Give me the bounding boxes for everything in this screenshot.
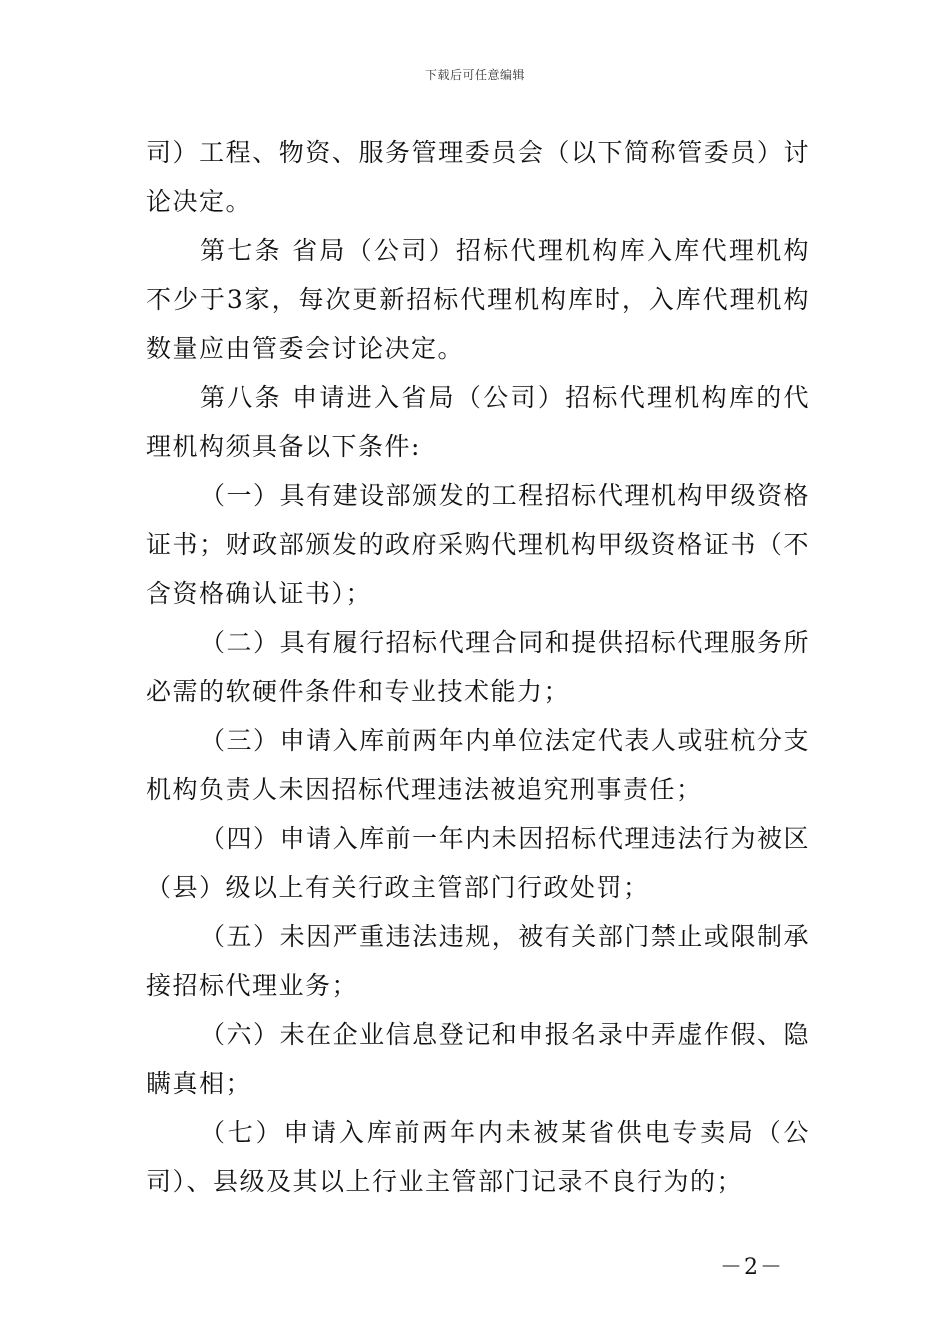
paragraph-article-7: 第七条 省局（公司）招标代理机构库入库代理机构不少于3家，每次更新招标代理机构库时，入库代理机构数量应由管委会讨论决定。 [146,236,810,363]
paragraph-item-5: （五）未因严重违法违规，被有关部门禁止或限制承接招标代理业务； [146,922,810,1000]
paragraph-item-2: （二）具有履行招标代理合同和提供招标代理服务所必需的软硬件条件和专业技术能力； [146,628,810,706]
page-number: －2－ [720,1255,784,1280]
paragraph-item-4: （四）申请入库前一年内未因招标代理违法行为被区（县）级以上有关行政主管部门行政处罚； [146,824,810,902]
document-body [146,128,810,1206]
paragraph-continuation: 司）工程、物资、服务管理委员会（以下简称管委员）讨论决定。 [146,138,810,216]
header-note: 下载后可任意编辑 [424,68,525,82]
paragraph-item-6: （六）未在企业信息登记和申报名录中弄虚作假、隐瞒真相； [146,1020,810,1098]
paragraph-item-1: （一）具有建设部颁发的工程招标代理机构甲级资格证书；财政部颁发的政府采购代理机构甲级资格证书（不含资格确认证书）； [146,481,810,608]
paragraph-item-7: （七）申请入库前两年内未被某省供电专卖局（公司）、县级及其以上行业主管部门记录不良行为的； [146,1118,810,1196]
paragraph-article-8: 第八条 申请进入省局（公司）招标代理机构库的代理机构须具备以下条件: [146,383,810,461]
paragraph-item-3: （三）申请入库前两年内单位法定代表人或驻杭分支机构负责人未因招标代理违法被追究刑事责任； [146,726,810,804]
